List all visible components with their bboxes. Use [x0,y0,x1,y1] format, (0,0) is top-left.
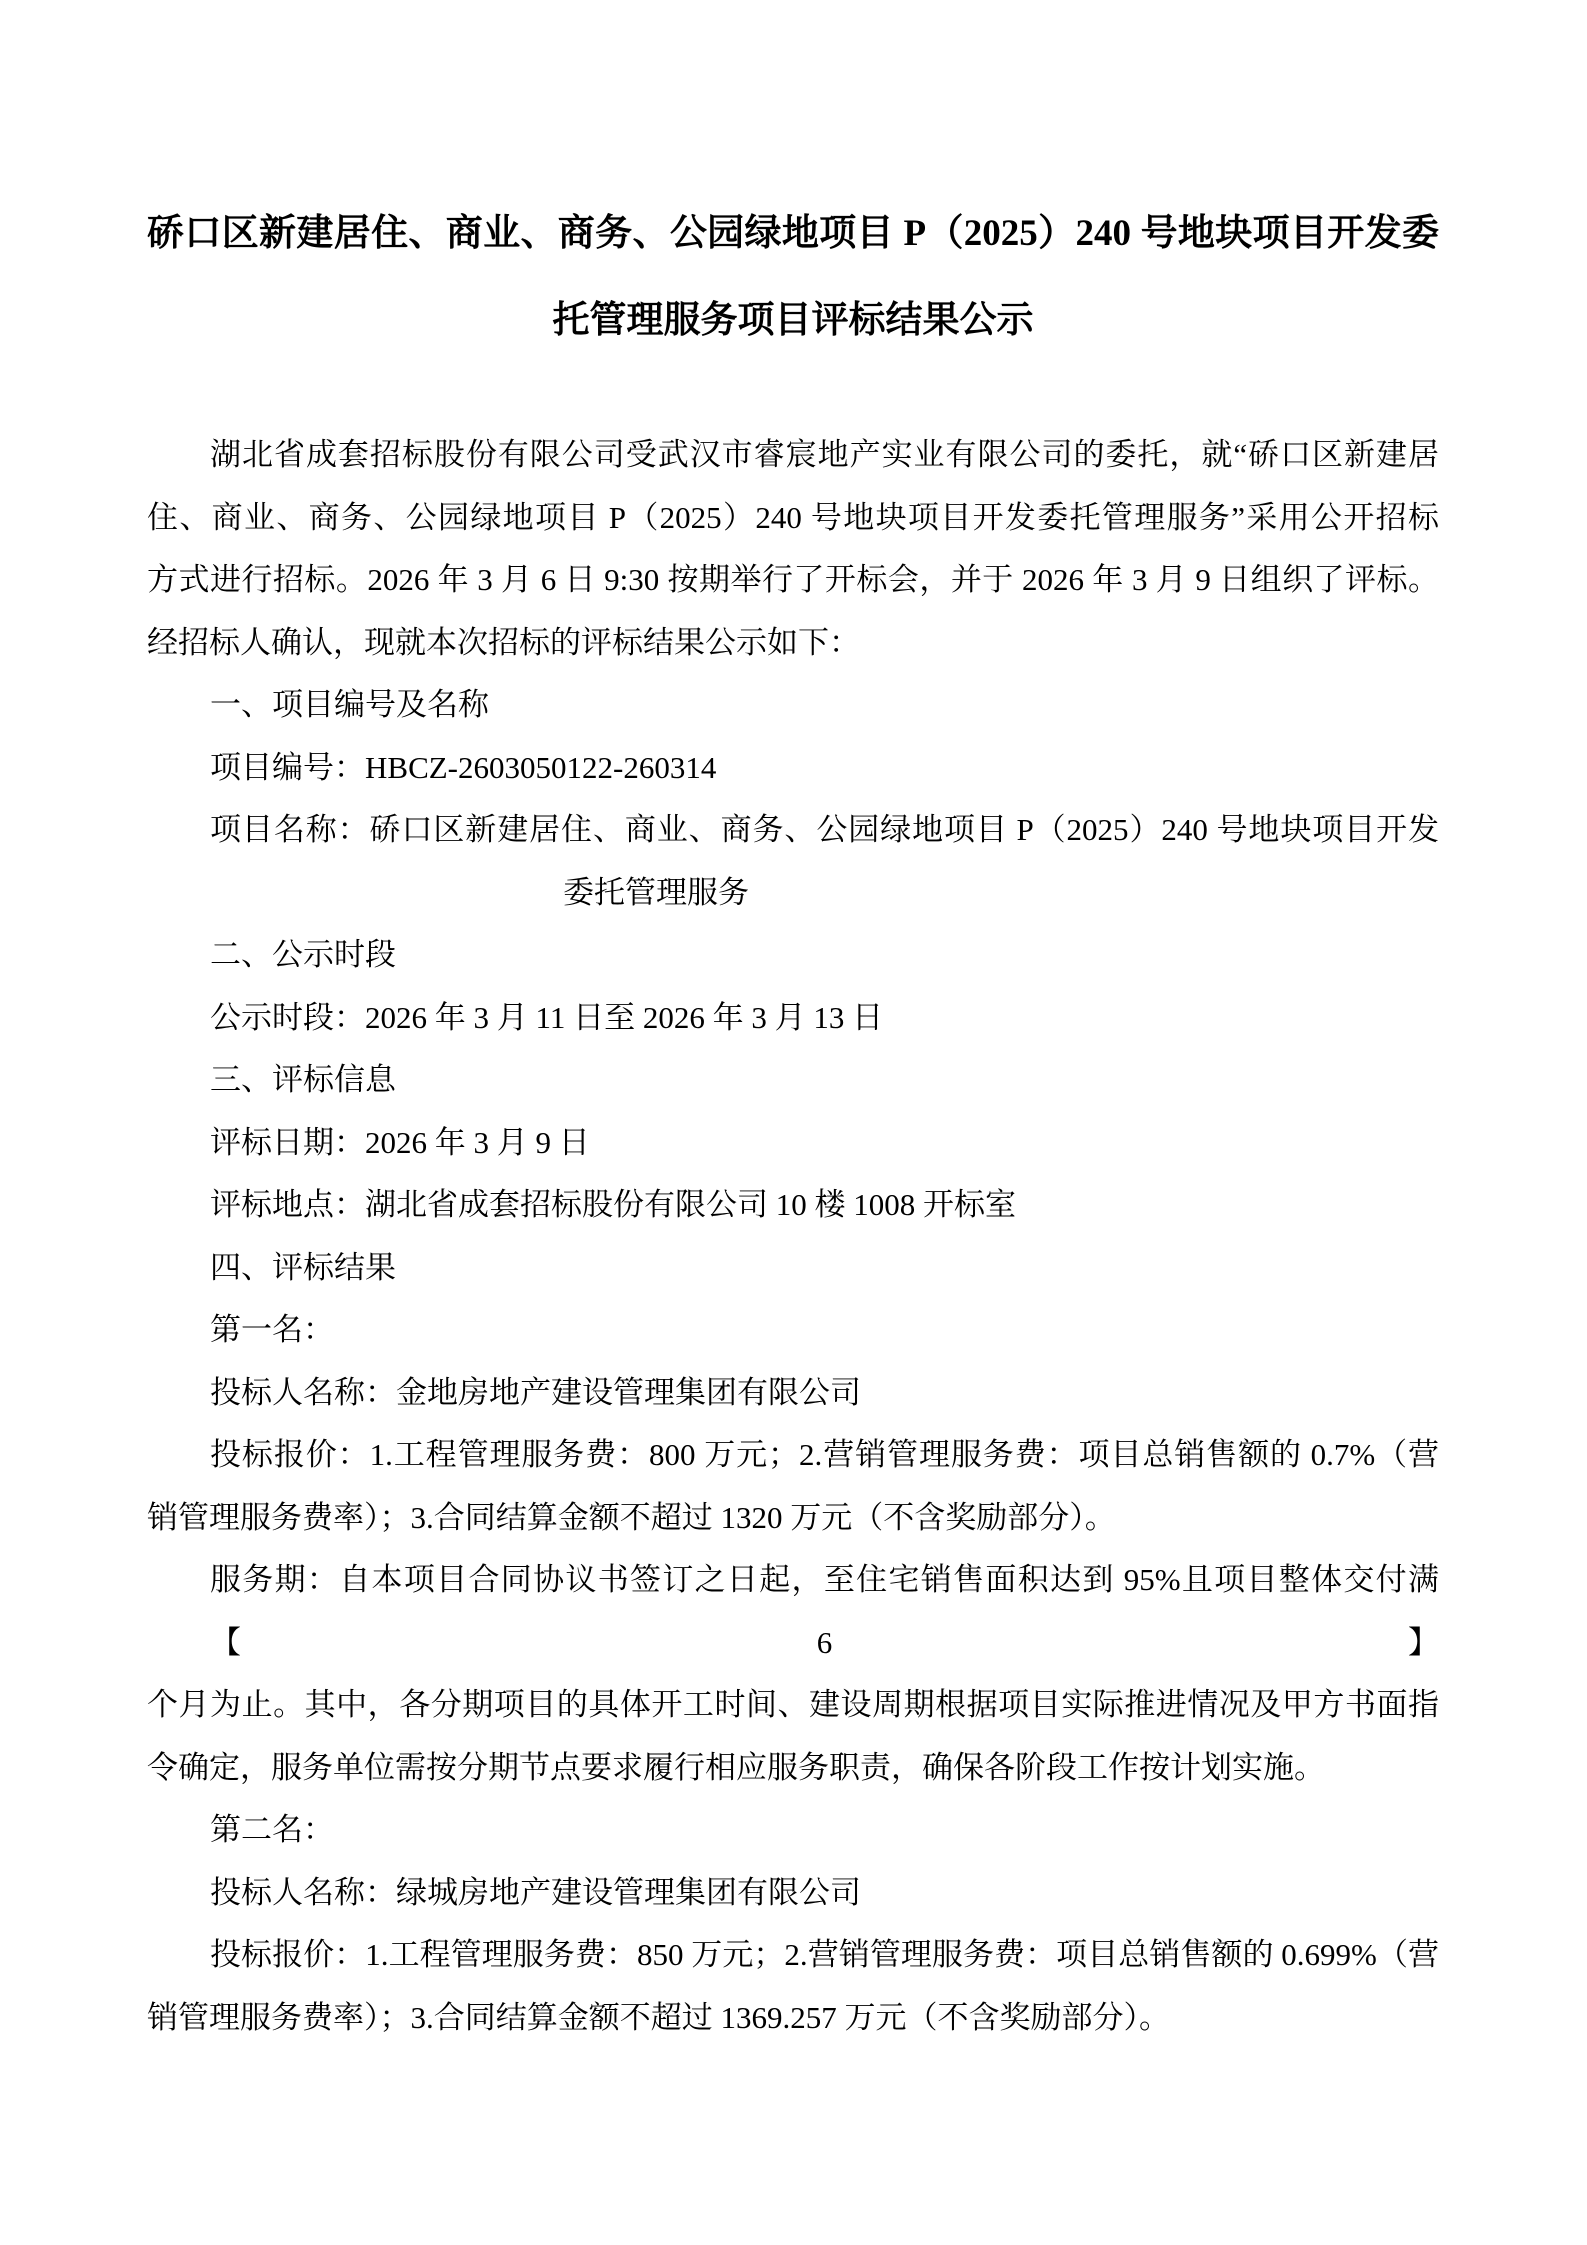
body-line: 项目名称：硚口区新建居住、商业、商务、公园绿地项目 P（2025）240 号地块项目开发 [210,812,1439,847]
title-line-2: 托管理服务项目评标结果公示 [552,300,1034,341]
body-line: 销管理服务费率）；3.合同结算金额不超过 1369.257 万元（不含奖励部分）。 [147,1999,1170,2035]
body-line: 四、评标结果 [210,1249,396,1285]
body-line: 经招标人确认，现就本次招标的评标结果公示如下： [147,624,860,660]
body-line: 一、项目编号及名称 [210,687,489,722]
body-line: 委托管理服务 [563,874,749,910]
body-line: 投标人名称：绿城房地产建设管理集团有限公司 [210,1874,861,1910]
body-line: 投标人名称：金地房地产建设管理集团有限公司 [210,1374,861,1410]
title-line-1: 硚口区新建居住、商业、商务、公园绿地项目 P（2025）240 号地块项目开发委 [147,213,1439,254]
body-line: 三、评标信息 [210,1062,396,1097]
body-line: 销管理服务费率）；3.合同结算金额不超过 1320 万元（不含奖励部分）。 [147,1499,1116,1535]
body-line: 个月为止。其中，各分期项目的具体开工时间、建设周期根据项目实际推进情况及甲方书面指 [147,1687,1439,1722]
body-line: 服务期：自本项目合同协议书签订之日起，至住宅销售面积达到 95%且项目整体交付满【6】 [210,1562,1439,1660]
body-line: 住、商业、商务、公园绿地项目 P（2025）240 号地块项目开发委托管理服务”采用公开招标 [147,499,1439,535]
body-line: 二、公示时段 [210,937,396,972]
body-line: 第一名： [210,1312,334,1347]
body-line: 湖北省成套招标股份有限公司受武汉市睿宸地产实业有限公司的委托，就“硚口区新建居 [210,437,1439,472]
document-title [147,190,1439,364]
body-line: 方式进行招标。2026 年 3 月 6 日 9:30 按期举行了开标会，并于 2026 年 3 月 9 日组织了评标。 [147,562,1439,597]
body-line: 投标报价：1.工程管理服务费：800 万元；2.营销管理服务费：项目总销售额的 0.7%（营 [210,1437,1439,1472]
body-line: 项目编号：HBCZ-2603050122-260314 [210,749,717,785]
body-line: 评标地点：湖北省成套招标股份有限公司 10 楼 1008 开标室 [210,1187,1016,1222]
body-line: 公示时段：2026 年 3 月 11 日至 2026 年 3 月 13 日 [210,999,884,1035]
body-line: 投标报价：1.工程管理服务费：850 万元；2.营销管理服务费：项目总销售额的 0.699%（营 [210,1937,1439,1972]
body-line: 令确定，服务单位需按分期节点要求履行相应服务职责，确保各阶段工作按计划实施。 [147,1749,1325,1785]
body-line: 评标日期：2026 年 3 月 9 日 [210,1124,590,1160]
body-line: 第二名： [210,1812,334,1847]
document-body [147,424,1439,2049]
